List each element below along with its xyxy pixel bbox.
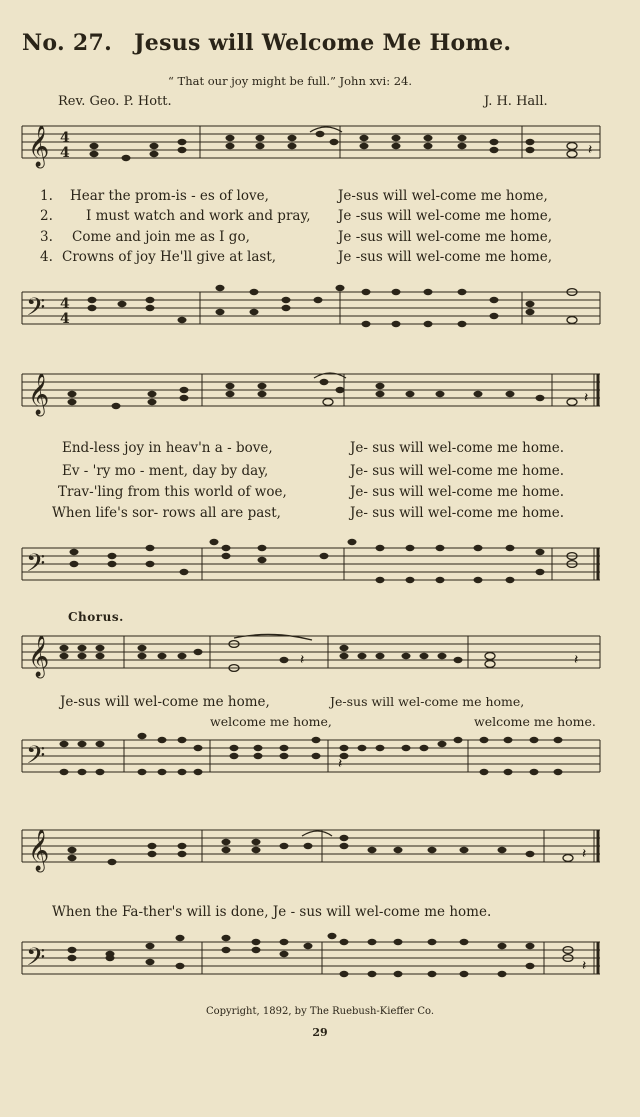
verse2-row-3-right: Je- sus will wel-come me home.	[350, 484, 565, 500]
verse2-row-4-right: Je- sus will wel-come me home.	[350, 505, 565, 521]
chorus-line1-left: Je-sus will wel-come me home,	[60, 694, 270, 710]
svg-text:4: 4	[60, 296, 70, 312]
treble-staff-4	[22, 822, 602, 882]
treble-staff-2	[22, 366, 602, 426]
bass-staff-2	[22, 540, 602, 600]
hymn-title-line	[22, 30, 511, 56]
hymn-number: No. 27.	[22, 30, 113, 56]
svg-text:𝄢: 𝄢	[26, 549, 46, 584]
verse2-row-3: Trav-'ling from this world of woe,	[58, 484, 287, 500]
epigraph: “ That our joy might be full.” John xvi: 24.	[168, 74, 413, 88]
svg-text:𝄢: 𝄢	[26, 943, 46, 978]
chorus-line1-right: Je-sus will wel-come me home,	[330, 694, 525, 709]
page-number: 29	[312, 1026, 328, 1039]
verse-row-2: 2. I must watch and work and pray,	[40, 208, 311, 224]
hymn-title: Jesus will Welcome Me Home.	[134, 30, 512, 56]
svg-text:𝄞: 𝄞	[28, 374, 50, 415]
svg-text:𝄢: 𝄢	[26, 741, 46, 776]
chorus-label: Chorus.	[68, 610, 124, 624]
svg-text:𝄽: 𝄽	[584, 390, 589, 406]
bass-clef-icon: 𝄢	[26, 293, 46, 328]
svg-text:𝄽: 𝄽	[574, 652, 579, 668]
lyricist: Rev. Geo. P. Hott.	[58, 94, 172, 109]
svg-text:𝄽: 𝄽	[582, 846, 587, 862]
time-sig-top: 4	[60, 130, 70, 146]
verse-row-3: 3. Come and join me as I go,	[40, 229, 250, 245]
svg-text:4: 4	[60, 311, 70, 327]
treble-clef-icon: 𝄞	[28, 126, 50, 167]
notes-treble-1	[90, 131, 535, 161]
final-lyric-line: When the Fa-ther's will is done, Je - sus will wel-come me home.	[52, 904, 492, 920]
bass-staff-4	[22, 934, 602, 1004]
svg-text:𝄽: 𝄽	[300, 652, 305, 668]
svg-text:𝄞: 𝄞	[28, 830, 50, 871]
verse2-row-2: Ev - 'ry mo - ment, day by day,	[62, 463, 269, 479]
verse-row-3-right: Je -sus will wel-come me home,	[338, 229, 553, 245]
verse-row-4-right: Je -sus will wel-come me home,	[338, 249, 553, 265]
verse-row-1-right: Je-sus will wel-come me home,	[338, 188, 548, 204]
verse2-row-4: When life's sor- rows all are past,	[52, 505, 281, 521]
verse-row-4: 4. Crowns of joy He'll give at last,	[40, 249, 277, 265]
verse2-row-1: End-less joy in heav'n a - bove,	[62, 440, 273, 456]
chorus-line2-right: welcome me home.	[474, 714, 596, 729]
verse2-row-1-right: Je- sus will wel-come me home.	[350, 440, 565, 456]
notes-bass-1	[88, 285, 535, 327]
verse-row-1: 1. Hear the prom-is - es of love,	[40, 188, 269, 204]
treble-staff-1	[22, 118, 602, 178]
bass-staff-1	[22, 284, 602, 344]
copyright-notice: Copyright, 1892, by The Ruebush-Kieffer Co.	[205, 1006, 435, 1017]
composer: J. H. Hall.	[484, 94, 548, 109]
treble-staff-3	[22, 628, 602, 688]
verse2-row-2-right: Je- sus will wel-come me home.	[350, 463, 565, 479]
bass-staff-3	[22, 732, 602, 802]
time-sig-bottom: 4	[60, 145, 70, 161]
chorus-line2-left: welcome me home,	[210, 714, 332, 729]
svg-text:𝄽: 𝄽	[582, 958, 587, 974]
verse-row-2-right: Je -sus will wel-come me home,	[338, 208, 553, 224]
svg-text:𝄞: 𝄞	[28, 636, 50, 677]
svg-text:𝄽: 𝄽	[338, 756, 343, 772]
rest-icon: 𝄽	[588, 142, 593, 158]
